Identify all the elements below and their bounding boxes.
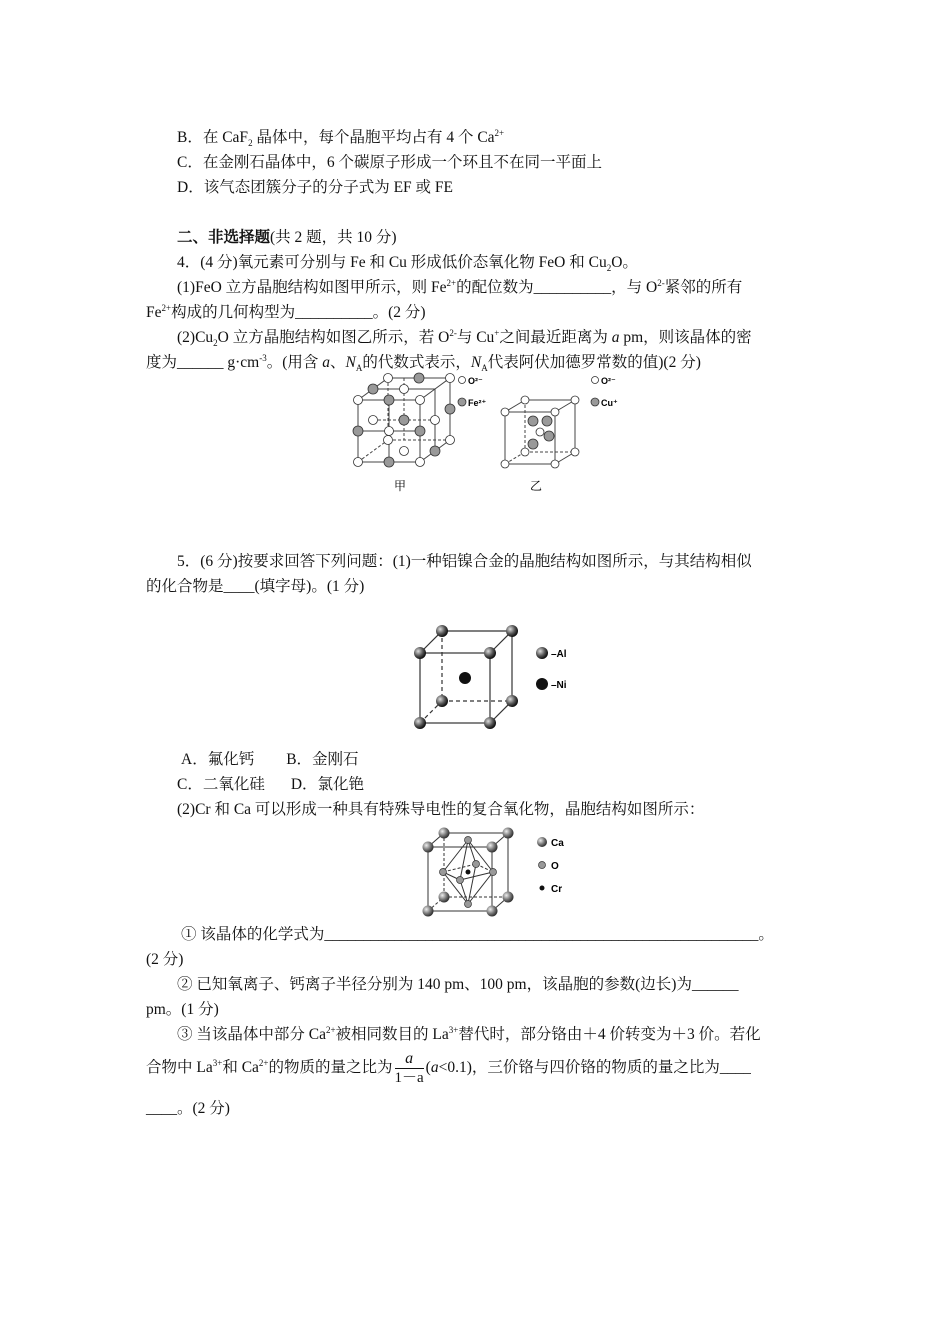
figure-cacro-cell [415,825,580,920]
figure-alni-cell [405,620,585,740]
q4-stem: 4．(4 分)氧元素可分别与 Fe 和 Cu 形成低价态氧化物 FeO 和 $Cu_2O$。 [177,254,638,274]
legend-ni: –Ni [551,680,567,691]
q3-option-b: B．在 CaF$_2$ 晶体中，每个晶胞平均占有 4 个 $Ca^{2+}$ [177,127,505,149]
q5-sub3-end: ____。(2 分) [146,1100,230,1117]
legend-ca: Ca [551,838,564,849]
figure-jia-feo-cell [350,372,500,497]
q4-part1-cont: $Fe^{2+}$构成的几何构型为__________。(2 分) [146,302,426,321]
q4-part1: (1)FeO 立方晶胞结构如图甲所示，则 $Fe^{2+}$的配位数为__________，与 $O^{2-}$紧邻的所有 [177,277,743,296]
yi-legend-cu: Cu⁺ [601,398,618,408]
yi-legend-o: O²⁻ [601,376,616,386]
q5-options-cd: C．二氧化硅 D．氯化铯 [177,776,365,793]
q5-options-ab: A．氟化钙 B．金刚石 [181,751,359,768]
q5-sub2: ② 已知氧离子、钙离子半径分别为 140 pm、100 pm，该晶胞的参数(边长)为______ [177,976,739,993]
jia-legend-o: O²⁻ [468,376,483,386]
fraction-a-over-1-minus-a: $\frac{a}{1-a}$ [394,1050,424,1086]
jia-caption: 甲 [394,479,407,493]
q5-stem-cont: 的化合物是____(填字母)。(1 分) [146,578,365,595]
legend-al: –Al [551,649,567,660]
q5-sub1: ① 该晶体的化学式为________________________________________________________。 [181,926,774,943]
q5-sub2-cont: pm。(1 分) [146,1001,219,1018]
section-2-heading: 二、非选择题(共 2 题，共 10 分) [177,229,397,246]
legend-cr: Cr [551,884,563,895]
q3-option-c: C．在金刚石晶体中，6 个碳原子形成一个环且不在同一平面上 [177,154,602,171]
yi-caption: 乙 [530,479,543,493]
figure-yi-cu2o-cell [495,372,635,497]
q3-option-d: D．该气态团簇分子的分子式为 EF 或 FE [177,179,453,196]
jia-legend-fe: Fe²⁺ [468,398,487,408]
q5-stem: 5．(6 分)按要求回答下列问题：(1)一种铝镍合金的晶胞结构如图所示，与其结构相似 [177,553,752,570]
q5-sub3: ③ 当该晶体中部分 $Ca^{2+}$被相同数目的 $La^{3+}$替代时，部分铬由＋4 价转变为＋3 价。若化 [177,1024,761,1043]
legend-o: O [551,861,559,872]
q4-part2-cont: 度为______ $g\cdot cm^{-3}$。(用含 a、$N_A$的代数式表示，$N_A$代表阿伏加德罗常数的值)(2 分) [146,352,701,374]
q5-sub1-cont: (2 分) [146,951,184,968]
q5-part2: (2)Cr 和 Ca 可以形成一种具有特殊导电性的复合氧化物，晶胞结构如图所示： [177,801,705,818]
q5-sub3-cont: 合物中 $La^{3+}$和 $Ca^{2+}$的物质的量之比为 $\frac{a}{1-a}$ (a<0.1)，三价铬与四价铬的物质的量之比为____ [146,1050,751,1086]
q4-part2: $(2)Cu_2O$ 立方晶胞结构如图乙所示，若 $O^{2-}$与 Cu+之间最近距离为 a pm，则该晶体的密 [177,327,752,349]
